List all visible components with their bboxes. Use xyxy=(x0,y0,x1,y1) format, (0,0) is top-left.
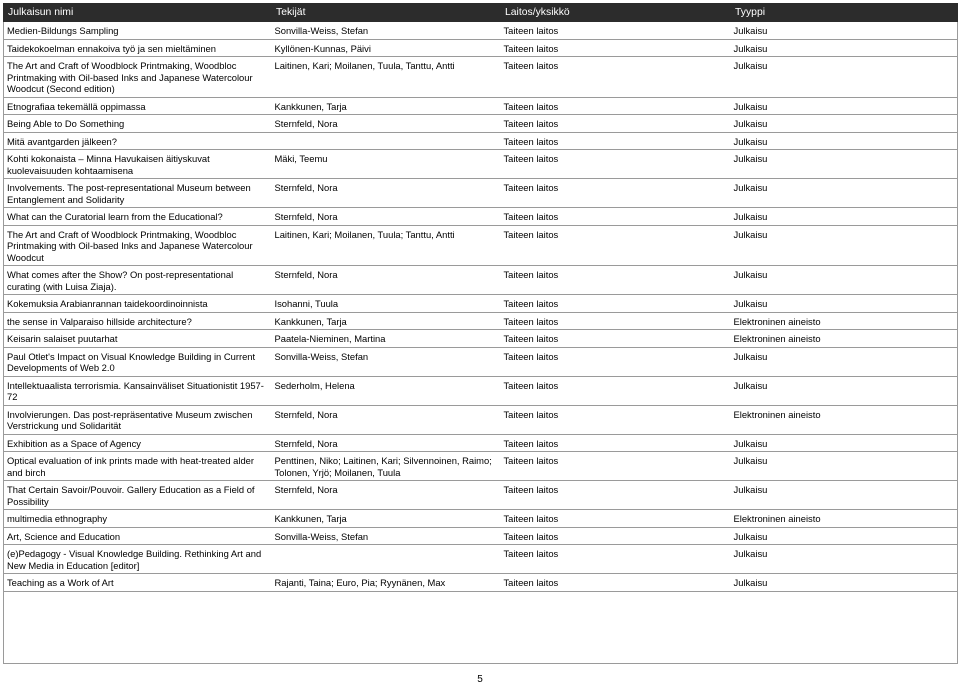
cell-department: Taiteen laitos xyxy=(501,434,731,452)
cell-title: Mitä avantgarden jälkeen? xyxy=(4,132,272,150)
cell-authors: Sternfeld, Nora xyxy=(272,434,501,452)
cell-title: Paul Otlet's Impact on Visual Knowledge Building in Current Developments of Web 2.0 xyxy=(4,347,272,376)
cell-title: Involvements. The post-representational Museum between Entanglement and Solidarity xyxy=(4,179,272,208)
cell-authors: Laitinen, Kari; Moilanen, Tuula, Tanttu, Antti xyxy=(272,57,501,98)
cell-title: Involvierungen. Das post-repräsentative Museum zwischen Verstrickung und Solidarität xyxy=(4,405,272,434)
header-title: Julkaisun nimi xyxy=(4,4,272,22)
header-type: Tyyppi xyxy=(731,4,958,22)
cell-title: Art, Science and Education xyxy=(4,527,272,545)
cell-department: Taiteen laitos xyxy=(501,347,731,376)
table-row xyxy=(4,510,958,528)
cell-title: What can the Curatorial learn from the Educational? xyxy=(4,208,272,226)
cell-department: Taiteen laitos xyxy=(501,330,731,348)
cell-authors: Paatela-Nieminen, Martina xyxy=(272,330,501,348)
cell-authors: Kankkunen, Tarja xyxy=(272,312,501,330)
header-department: Laitos/yksikkö xyxy=(501,4,731,22)
table-body xyxy=(4,22,958,664)
cell-authors: Mäki, Teemu xyxy=(272,150,501,179)
cell-department: Taiteen laitos xyxy=(501,150,731,179)
cell-title: Optical evaluation of ink prints made with heat-treated alder and birch xyxy=(4,452,272,481)
table-row xyxy=(4,39,958,57)
cell-type: Julkaisu xyxy=(731,545,958,574)
cell-authors xyxy=(272,132,501,150)
cell-authors: Kankkunen, Tarja xyxy=(272,510,501,528)
cell-authors: Sternfeld, Nora xyxy=(272,208,501,226)
cell-title: The Art and Craft of Woodblock Printmaking, Woodbloc Printmaking with Oil-based Inks and Japanese Watercolour Woodcut (Second edition) xyxy=(4,57,272,98)
table-row xyxy=(4,545,958,574)
cell-title: What comes after the Show? On post-representational curating (with Luisa Ziaja). xyxy=(4,266,272,295)
cell-department: Taiteen laitos xyxy=(501,527,731,545)
table-row xyxy=(4,405,958,434)
cell-department: Taiteen laitos xyxy=(501,405,731,434)
cell-department: Taiteen laitos xyxy=(501,295,731,313)
table-row xyxy=(4,225,958,266)
cell-type: Julkaisu xyxy=(731,132,958,150)
cell-authors: Rajanti, Taina; Euro, Pia; Ryynänen, Max xyxy=(272,574,501,592)
cell-title: Kohti kokonaista – Minna Havukaisen äitiyskuvat kuolevaisuuden kohtaamisena xyxy=(4,150,272,179)
cell-authors: Sternfeld, Nora xyxy=(272,405,501,434)
table-row xyxy=(4,57,958,98)
table-row xyxy=(4,434,958,452)
table-row xyxy=(4,132,958,150)
cell-department: Taiteen laitos xyxy=(501,452,731,481)
cell-type: Julkaisu xyxy=(731,295,958,313)
cell-authors: Laitinen, Kari; Moilanen, Tuula; Tanttu, Antti xyxy=(272,225,501,266)
cell-department: Taiteen laitos xyxy=(501,312,731,330)
cell-type: Julkaisu xyxy=(731,115,958,133)
cell-department: Taiteen laitos xyxy=(501,376,731,405)
cell-type: Julkaisu xyxy=(731,527,958,545)
cell-title: Taidekokoelman ennakoiva työ ja sen mieltäminen xyxy=(4,39,272,57)
cell-type: Julkaisu xyxy=(731,266,958,295)
cell-title: Exhibition as a Space of Agency xyxy=(4,434,272,452)
table-row xyxy=(4,481,958,510)
table-header-row xyxy=(4,4,958,22)
table-row xyxy=(4,266,958,295)
table-row xyxy=(4,150,958,179)
empty-cell xyxy=(272,591,501,663)
cell-type: Julkaisu xyxy=(731,481,958,510)
cell-type: Julkaisu xyxy=(731,22,958,40)
cell-title: Medien-Bildungs Sampling xyxy=(4,22,272,40)
table-row xyxy=(4,452,958,481)
cell-type: Julkaisu xyxy=(731,434,958,452)
cell-authors: Kankkunen, Tarja xyxy=(272,97,501,115)
cell-department: Taiteen laitos xyxy=(501,545,731,574)
cell-authors: Sonvilla-Weiss, Stefan xyxy=(272,22,501,40)
cell-department: Taiteen laitos xyxy=(501,132,731,150)
cell-authors: Sonvilla-Weiss, Stefan xyxy=(272,347,501,376)
cell-title: Teaching as a Work of Art xyxy=(4,574,272,592)
cell-type: Julkaisu xyxy=(731,57,958,98)
cell-department: Taiteen laitos xyxy=(501,481,731,510)
cell-type: Elektroninen aineisto xyxy=(731,330,958,348)
cell-department: Taiteen laitos xyxy=(501,225,731,266)
cell-type: Elektroninen aineisto xyxy=(731,405,958,434)
cell-title: Intellektuaalista terrorismia. Kansainväliset Situationistit 1957-72 xyxy=(4,376,272,405)
cell-type: Julkaisu xyxy=(731,150,958,179)
cell-authors: Isohanni, Tuula xyxy=(272,295,501,313)
empty-row xyxy=(4,591,958,663)
cell-department: Taiteen laitos xyxy=(501,57,731,98)
header-authors: Tekijät xyxy=(272,4,501,22)
table-row xyxy=(4,179,958,208)
cell-type: Julkaisu xyxy=(731,179,958,208)
table-row xyxy=(4,295,958,313)
cell-type: Julkaisu xyxy=(731,208,958,226)
cell-title: The Art and Craft of Woodblock Printmaking, Woodbloc Printmaking with Oil-based Inks and Japanese Watercolour Woodcut xyxy=(4,225,272,266)
cell-type: Julkaisu xyxy=(731,347,958,376)
cell-department: Taiteen laitos xyxy=(501,97,731,115)
cell-department: Taiteen laitos xyxy=(501,574,731,592)
cell-authors: Sternfeld, Nora xyxy=(272,115,501,133)
cell-authors: Sternfeld, Nora xyxy=(272,266,501,295)
table-row xyxy=(4,347,958,376)
cell-department: Taiteen laitos xyxy=(501,179,731,208)
empty-cell xyxy=(731,591,958,663)
cell-type: Julkaisu xyxy=(731,452,958,481)
table-row xyxy=(4,208,958,226)
cell-type: Julkaisu xyxy=(731,225,958,266)
cell-title: the sense in Valparaiso hillside architecture? xyxy=(4,312,272,330)
cell-authors: Sederholm, Helena xyxy=(272,376,501,405)
cell-title: Kokemuksia Arabianrannan taidekoordinoinnista xyxy=(4,295,272,313)
empty-cell xyxy=(501,591,731,663)
cell-type: Julkaisu xyxy=(731,39,958,57)
cell-type: Elektroninen aineisto xyxy=(731,510,958,528)
table-row xyxy=(4,97,958,115)
table-row xyxy=(4,527,958,545)
cell-department: Taiteen laitos xyxy=(501,39,731,57)
cell-department: Taiteen laitos xyxy=(501,266,731,295)
cell-authors xyxy=(272,545,501,574)
cell-department: Taiteen laitos xyxy=(501,115,731,133)
cell-title: multimedia ethnography xyxy=(4,510,272,528)
cell-authors: Sternfeld, Nora xyxy=(272,481,501,510)
table-row xyxy=(4,330,958,348)
publication-table-container xyxy=(3,3,957,664)
cell-authors: Sonvilla-Weiss, Stefan xyxy=(272,527,501,545)
cell-title: Etnografiaa tekemällä oppimassa xyxy=(4,97,272,115)
cell-department: Taiteen laitos xyxy=(501,510,731,528)
cell-authors: Kyllönen-Kunnas, Päivi xyxy=(272,39,501,57)
page-number: 5 xyxy=(477,674,483,685)
cell-authors: Sternfeld, Nora xyxy=(272,179,501,208)
empty-cell xyxy=(4,591,272,663)
cell-title: (e)Pedagogy - Visual Knowledge Building. Rethinking Art and New Media in Education [editor] xyxy=(4,545,272,574)
table-row xyxy=(4,115,958,133)
cell-type: Julkaisu xyxy=(731,574,958,592)
cell-type: Julkaisu xyxy=(731,97,958,115)
table-row xyxy=(4,22,958,40)
cell-type: Julkaisu xyxy=(731,376,958,405)
cell-title: That Certain Savoir/Pouvoir. Gallery Education as a Field of Possibility xyxy=(4,481,272,510)
cell-title: Being Able to Do Something xyxy=(4,115,272,133)
cell-type: Elektroninen aineisto xyxy=(731,312,958,330)
table-row xyxy=(4,376,958,405)
cell-authors: Penttinen, Niko; Laitinen, Kari; Silvennoinen, Raimo; Tolonen, Yrjö; Moilanen, Tuula xyxy=(272,452,501,481)
table-row xyxy=(4,312,958,330)
cell-department: Taiteen laitos xyxy=(501,22,731,40)
cell-title: Keisarin salaiset puutarhat xyxy=(4,330,272,348)
publication-table xyxy=(3,3,958,664)
cell-department: Taiteen laitos xyxy=(501,208,731,226)
table-row xyxy=(4,574,958,592)
